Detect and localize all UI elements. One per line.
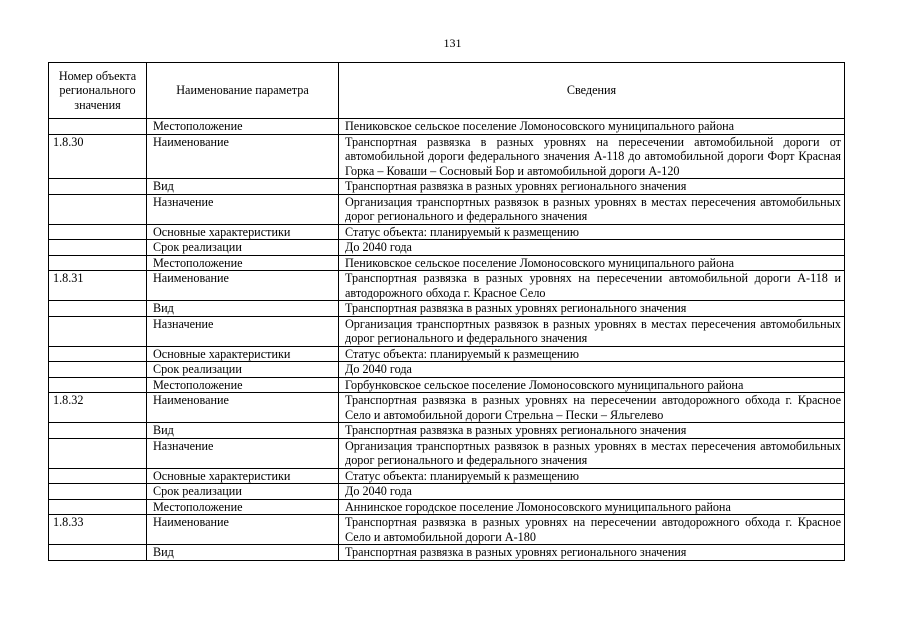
object-number-cell: [49, 240, 147, 256]
parameter-name-cell: Основные характеристики: [147, 346, 339, 362]
information-cell: Транспортная развязка в разных уровнях на пересечении автодорожного обхода г. Красное Село и автомобильной дороги А-180: [339, 515, 845, 545]
information-cell: Статус объекта: планируемый к размещению: [339, 346, 845, 362]
information-cell: Статус объекта: планируемый к размещению: [339, 468, 845, 484]
table-body: [49, 119, 845, 561]
parameter-name-cell: Вид: [147, 545, 339, 561]
table-row: [49, 362, 845, 378]
information-cell: Организация транспортных развязок в разных уровнях в местах пересечения автомобильных дорог регионального и федерального значения: [339, 316, 845, 346]
parameter-name-cell: Вид: [147, 423, 339, 439]
information-cell: Транспортная развязка в разных уровнях регионального значения: [339, 179, 845, 195]
table-row: [49, 271, 845, 301]
object-number-cell: [49, 194, 147, 224]
information-cell: Транспортная развязка в разных уровнях регионального значения: [339, 545, 845, 561]
parameter-name-cell: Срок реализации: [147, 362, 339, 378]
table-row: [49, 484, 845, 500]
object-number-cell: [49, 484, 147, 500]
parameter-name-cell: Наименование: [147, 393, 339, 423]
object-number-cell: [49, 545, 147, 561]
information-cell: Горбунковское сельское поселение Ломоносовского муниципального района: [339, 377, 845, 393]
table-row: [49, 224, 845, 240]
table-row: [49, 377, 845, 393]
object-number-cell: 1.8.30: [49, 134, 147, 179]
table-row: [49, 468, 845, 484]
object-number-cell: 1.8.32: [49, 393, 147, 423]
objects-table: [48, 62, 845, 561]
parameter-name-cell: Срок реализации: [147, 240, 339, 256]
parameter-name-cell: Наименование: [147, 515, 339, 545]
object-number-cell: [49, 377, 147, 393]
table-row: [49, 545, 845, 561]
table-row: [49, 515, 845, 545]
information-cell: Транспортная развязка в разных уровнях регионального значения: [339, 301, 845, 317]
object-number-cell: [49, 255, 147, 271]
object-number-cell: [49, 468, 147, 484]
table-row: [49, 194, 845, 224]
table-row: [49, 499, 845, 515]
table-row: [49, 255, 845, 271]
information-cell: До 2040 года: [339, 240, 845, 256]
table-row: [49, 346, 845, 362]
parameter-name-cell: Местоположение: [147, 255, 339, 271]
parameter-name-cell: Основные характеристики: [147, 468, 339, 484]
table-row: [49, 134, 845, 179]
parameter-name-cell: Наименование: [147, 134, 339, 179]
table-row: [49, 393, 845, 423]
header-information: Сведения: [339, 63, 845, 119]
information-cell: Транспортная развязка в разных уровнях на пересечении автодорожного обхода г. Красное Село и автомобильной дороги Стрельна – Пески – Яльгелево: [339, 393, 845, 423]
table-row: [49, 179, 845, 195]
parameter-name-cell: Назначение: [147, 438, 339, 468]
parameter-name-cell: Вид: [147, 301, 339, 317]
page-number: 131: [443, 36, 462, 50]
table-row: [49, 240, 845, 256]
object-number-cell: [49, 119, 147, 135]
header-object-number: Номер объекта регионального значения: [49, 63, 147, 119]
parameter-name-cell: Вид: [147, 179, 339, 195]
parameter-name-cell: Местоположение: [147, 377, 339, 393]
object-number-cell: [49, 438, 147, 468]
parameter-name-cell: Местоположение: [147, 499, 339, 515]
table-row: [49, 438, 845, 468]
object-number-cell: [49, 362, 147, 378]
object-number-cell: [49, 224, 147, 240]
information-cell: Организация транспортных развязок в разных уровнях в местах пересечения автомобильных дорог регионального и федерального значения: [339, 194, 845, 224]
information-cell: Транспортная развязка в разных уровнях на пересечении автомобильной дороги А-118 и автодорожного обхода г. Красное Село: [339, 271, 845, 301]
object-number-cell: [49, 346, 147, 362]
object-number-cell: [49, 316, 147, 346]
information-cell: Транспортная развязка в разных уровнях регионального значения: [339, 423, 845, 439]
parameter-name-cell: Основные характеристики: [147, 224, 339, 240]
parameter-name-cell: Срок реализации: [147, 484, 339, 500]
table-row: [49, 119, 845, 135]
table-header: [49, 63, 845, 119]
information-cell: До 2040 года: [339, 484, 845, 500]
table-row: [49, 301, 845, 317]
object-number-cell: [49, 301, 147, 317]
table-row: [49, 423, 845, 439]
information-cell: Пениковское сельское поселение Ломоносовского муниципального района: [339, 119, 845, 135]
parameter-name-cell: Наименование: [147, 271, 339, 301]
information-cell: До 2040 года: [339, 362, 845, 378]
parameter-name-cell: Местоположение: [147, 119, 339, 135]
object-number-cell: [49, 423, 147, 439]
object-number-cell: 1.8.33: [49, 515, 147, 545]
information-cell: Пениковское сельское поселение Ломоносовского муниципального района: [339, 255, 845, 271]
parameter-name-cell: Назначение: [147, 316, 339, 346]
information-cell: Статус объекта: планируемый к размещению: [339, 224, 845, 240]
object-number-cell: [49, 499, 147, 515]
object-number-cell: 1.8.31: [49, 271, 147, 301]
table-row: [49, 316, 845, 346]
object-number-cell: [49, 179, 147, 195]
information-cell: Транспортная развязка в разных уровнях на пересечении автомобильной дороги от автомобильной дороги федерального значения А-118 до автомобильной дороги Форт Красная Горка – Коваши – Сосновый Бор и автомобильной дороги А-120: [339, 134, 845, 179]
parameter-name-cell: Назначение: [147, 194, 339, 224]
information-cell: Организация транспортных развязок в разных уровнях в местах пересечения автомобильных дорог регионального и федерального значения: [339, 438, 845, 468]
information-cell: Аннинское городское поселение Ломоносовского муниципального района: [339, 499, 845, 515]
header-parameter-name: Наименование параметра: [147, 63, 339, 119]
